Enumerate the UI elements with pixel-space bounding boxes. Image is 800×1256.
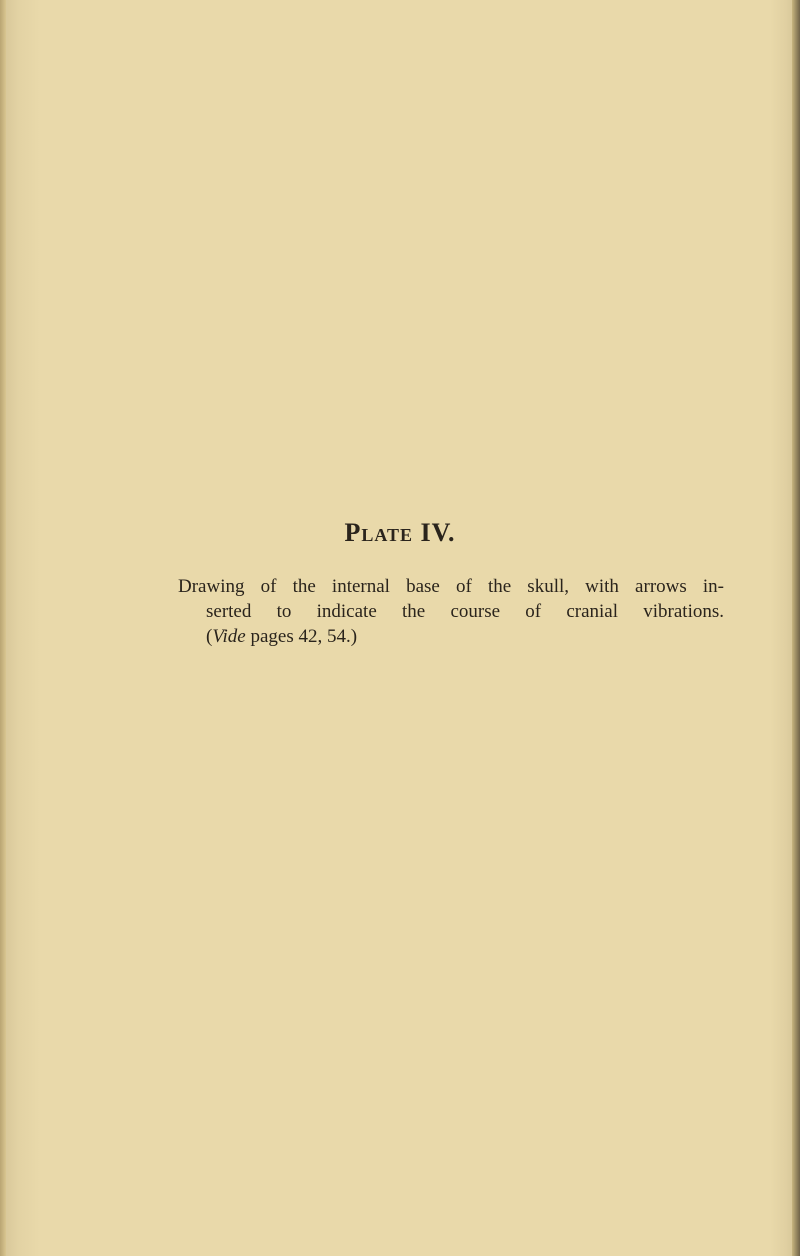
- page-left-edge: [0, 0, 6, 1256]
- reference-vide: Vide: [212, 626, 246, 647]
- caption-reference: [178, 624, 724, 649]
- page-right-edge: [792, 0, 800, 1256]
- caption-line-2: serted to indicate the course of cranial vibrations.: [206, 601, 724, 622]
- plate-caption: [178, 574, 724, 649]
- caption-line-1: Drawing of the internal base of the skull, with arrows in-: [178, 576, 724, 597]
- reference-pages: pages 42, 54.): [245, 626, 358, 647]
- reference-open-paren: (: [206, 626, 213, 647]
- plate-title: Plate IV.: [344, 518, 456, 547]
